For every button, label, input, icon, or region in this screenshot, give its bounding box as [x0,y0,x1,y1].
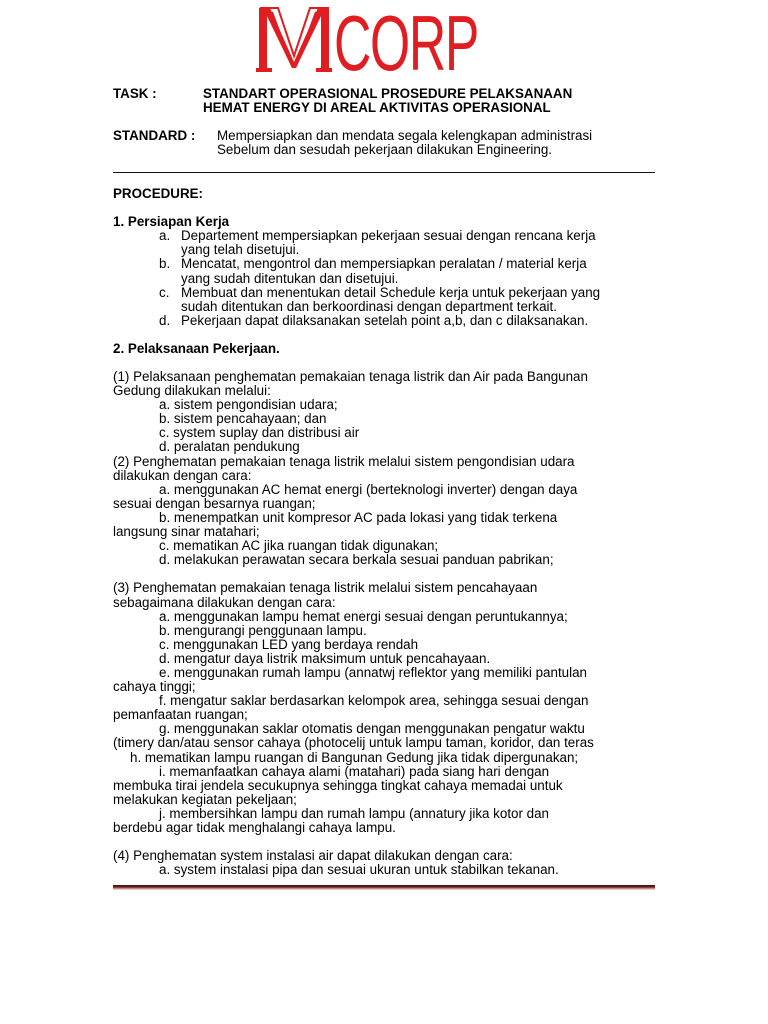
list-item [113,286,658,314]
item-text: yang telah disetujui. [181,242,300,258]
paragraph-line: (2) Penghematan pemakaian tenaga listrik melalui sistem pengondisian udara [113,453,575,469]
standard-label: STANDARD : [113,128,196,143]
task-label: TASK : [113,86,157,101]
item-text: Departement mempersiapkan pekerjaan sesuai dengan rencana kerja [181,228,596,243]
paragraph-line: sesuai dengan besarnya ruangan; [113,495,316,511]
list-item: f. mengatur saklar berdasarkan kelompok area, sehingga sesuai dengan [159,693,589,709]
list-item: i. memanfaatkan cahaya alami (matahari) pada siang hari dengan [159,763,550,779]
list-item: a. menggunakan lampu hemat energi sesuai dengan peruntukannya; [159,608,568,624]
paragraph-line: berdebu agar tidak menghalangi cahaya lampu. [113,820,396,835]
mcorp-logo [256,0,480,87]
list-item [113,257,658,285]
list-item: a. sistem pengondisian udara; [159,397,338,413]
item-text: Pekerjaan dapat dilaksanakan setelah point a,b, dan c dilaksanakan. [181,313,589,329]
section2-heading: 2. Pelaksanaan Pekerjaan. [113,341,280,356]
list-item: d. melakukan perawatan secara berkala sesuai panduan pabrikan; [159,552,554,568]
paragraph-line: (3) Penghematan pemakaian tenaga listrik melalui sistem pencahayaan [113,580,538,596]
section1-heading: 1. Persiapan Kerja [113,214,230,229]
paragraph-line: cahaya tinggi; [113,679,196,695]
paragraph-line: (1) Pelaksanaan penghematan pemakaian tenaga listrik dan Air pada Bangunan [113,369,588,384]
item-key: b. [159,256,171,272]
list-item: b. menempatkan unit kompresor AC pada lokasi yang tidak terkena [159,509,558,525]
list-item: c. system suplay dan distribusi air [159,425,360,441]
task-title-line2: HEMAT ENERGY DI AREAL AKTIVITAS OPERASIONAL [203,100,551,115]
paragraph-line: dilakukan dengan cara: [113,467,252,483]
item-text: Membuat dan menentukan detail Schedule kerja untuk pekerjaan yang [181,284,601,300]
item-text: yang sudah ditentukan dan disetujui. [181,270,399,286]
list-item: d. peralatan pendukung [159,439,300,455]
list-item: c. mematikan AC jika ruangan tidak digunakan; [159,538,439,554]
paragraph-line: Gedung dilakukan melalui: [113,383,271,399]
footer-divider [113,885,655,890]
paragraph-line: langsung sinar matahari; [113,524,260,540]
paragraph-line: membuka tirai jendela secukupnya sehingga tingkat cahaya memadai untuk [113,777,563,793]
list-item: a. menggunakan AC hemat energi (berteknologi inverter) dengan daya [159,481,578,497]
list-item: j. membersihkan lampu dan rumah lampu (annatury jika kotor dan [159,805,550,821]
paragraph-line: (4) Penghematan system instalasi air dapat dilakukan dengan cara: [113,848,513,864]
header-divider [113,172,655,173]
list-item: c. menggunakan LED yang berdaya rendah [159,636,419,652]
section2-body [113,370,658,877]
list-item [113,229,658,257]
item-key: d. [159,313,171,329]
list-item: e. menggunakan rumah lampu (annatwj reflektor yang memiliki pantulan [159,664,587,680]
list-item: a. system instalasi pipa dan sesuai ukuran untuk stabilkan tekanan. [159,862,559,878]
standard-line2: Sebelum dan sesudah pekerjaan dilakukan Engineering. [217,142,553,157]
list-item: b. mengurangi penggunaan lampu. [159,622,367,638]
paragraph-line: melakukan kegiatan pekeljaan; [113,791,297,807]
section1-list [113,229,658,328]
list-item: h. mematikan lampu ruangan di Bangunan Gedung jika tidak dipergunakan; [130,749,579,765]
list-item: b. sistem pencahayaan; dan [159,411,327,427]
item-text: sudah ditentukan dan berkoordinasi dengan department terkait. [181,299,557,315]
task-title-line1: STANDART OPERASIONAL PROSEDURE PELAKSANAAN [203,86,573,101]
standard-line1: Mempersiapkan dan mendata segala kelengkapan administrasi [217,128,593,143]
list-item: d. mengatur daya listrik maksimum untuk pencahayaan. [159,650,491,666]
mcorp-logo-graphic [256,0,480,87]
paragraph-line: sebagaimana dilakukan dengan cara: [113,594,336,610]
paragraph-line: pemanfaatan ruangan; [113,707,248,723]
item-key: a. [159,228,171,243]
list-item [113,314,658,328]
item-text: Mencatat, mengontrol dan mempersiapkan peralatan / material kerja [181,256,587,272]
list-item: g. menggunakan saklar otomatis dengan menggunakan pengatur waktu [159,721,585,737]
procedure-heading: PROCEDURE: [113,186,204,201]
item-key: c. [159,284,170,300]
paragraph-line: (timery dan/atau sensor cahaya (photocelij untuk lampu taman, koridor, dan teras [113,735,594,751]
logo-wordmark: CORP [334,0,478,87]
